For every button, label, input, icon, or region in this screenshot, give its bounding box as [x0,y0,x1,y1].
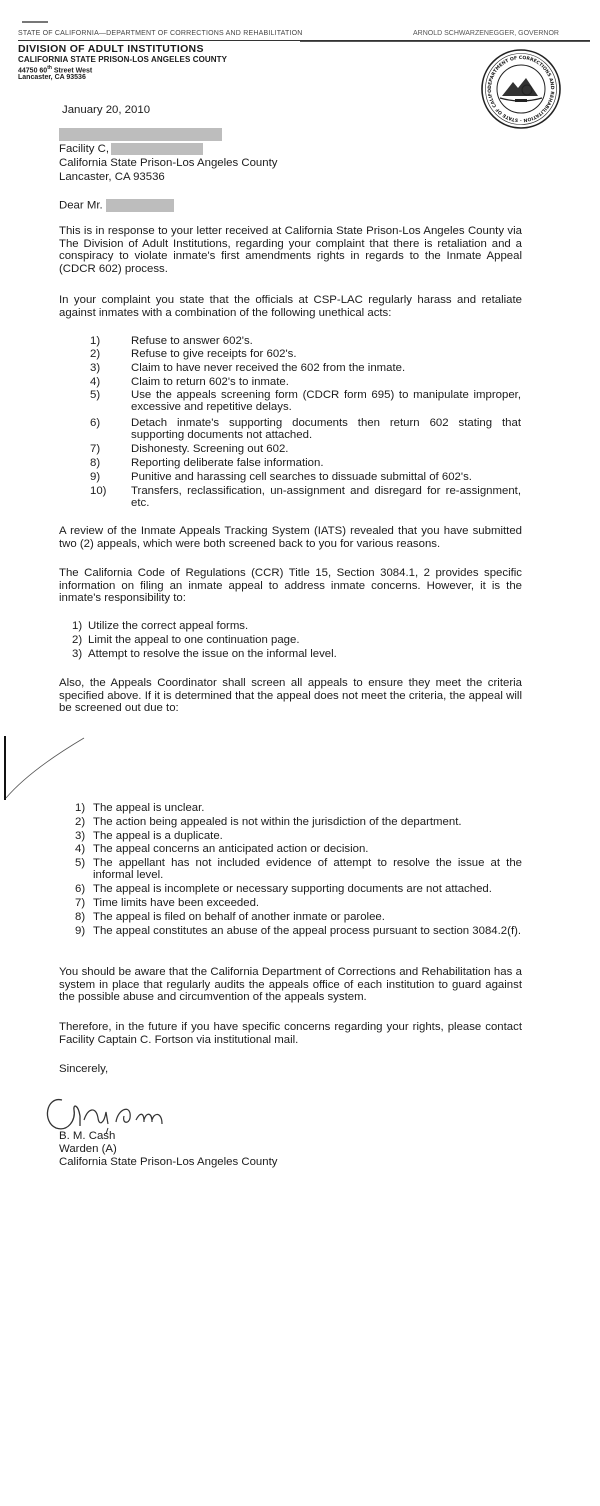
act-item-number: 3) [90,362,101,374]
redacted-number [111,143,203,155]
division-name: DIVISION OF ADULT INSTITUTIONS [18,43,204,55]
reason-item-number: 2) [75,816,86,828]
signer-title: Warden (A) [59,1143,117,1155]
reason-item-text: The appeal is unclear. [93,802,205,814]
reason-item-text: The appeal concerns an anticipated action or decision. [93,843,369,855]
act-item-text: Claim to return 602's to inmate. [131,376,289,388]
act-item-number: 7) [90,443,101,455]
act-item-text: Refuse to answer 602's. [131,335,253,347]
reason-item-text: The appeal is a duplicate. [93,830,223,842]
act-item-number: 5) [90,389,101,401]
paragraph-ccr: The California Code of Regulations (CCR) Title 15, Section 3084.1, 2 provides specific information on filing an inmate appeal to address inmate concerns. However, it is the inmate's responsibility to: [59,567,522,605]
reason-item-text: The appeal is incomplete or necessary supporting documents are not attached. [93,883,492,895]
act-item-text: Transfers, reclassification, un-assignment and disregard for re-assignment, etc. [131,485,521,510]
responsibility-item-text: Limit the appeal to one continuation page. [88,634,300,646]
reason-item-number: 9) [75,925,86,937]
act-item-number: 1) [90,335,101,347]
act-item-text: Refuse to give receipts for 602's. [131,348,297,360]
reason-item-text: Time limits have been exceeded. [93,897,260,909]
reason-item-number: 5) [75,857,86,869]
act-item-number: 8) [90,457,101,469]
paragraph-iats-review: A review of the Inmate Appeals Tracking System (IATS) revealed that you have submitted two (2) appeals, which were both screened back to you for various reasons. [59,525,522,550]
reason-item-number: 6) [75,883,86,895]
act-item-number: 4) [90,376,101,388]
responsibility-item-number: 3) [72,648,83,660]
signer-institution: California State Prison-Los Angeles County [59,1156,278,1168]
state-seal-icon [480,48,562,130]
act-item-text: Reporting deliberate false information. [131,457,324,469]
reason-item-number: 8) [75,911,86,923]
act-item-text: Dishonesty. Screening out 602. [131,443,289,455]
reason-item-number: 4) [75,843,86,855]
responsibility-item-number: 2) [72,634,83,646]
act-item-text: Claim to have never received the 602 from the inmate. [131,362,406,374]
state-department-line: STATE OF CALIFORNIA—DEPARTMENT OF CORRECTIONS AND REHABILITATION [18,30,303,37]
paragraph-complaint: In your complaint you state that the officials at CSP-LAC regularly harass and retaliate against inmates with a combination of the following unethical acts: [59,294,522,319]
paragraph-audit: You should be aware that the California Department of Corrections and Rehabilitation has a system in place that regularly audits the appeals office of each institution to guard against the possible abuse and circumvention of the appeals system. [59,966,522,1004]
reason-item-text: The appeal constitutes an abuse of the appeal process pursuant to section 3084.2(f). [93,925,522,937]
governor-line: ARNOLD SCHWARZENEGGER, GOVERNOR [413,30,559,37]
header-mark [22,21,48,23]
paragraph-contact: Therefore, in the future if you have specific concerns regarding your rights, please contact Facility Captain C. Fortson via institutional mail. [59,1021,522,1046]
paragraph-screening: Also, the Appeals Coordinator shall screen all appeals to ensure they meet the criteria specified above. If it is determined that the appeal does not meet the criteria, the appeal will be screened out due to: [59,677,522,715]
act-item-text: Detach inmate's supporting documents then return 602 stating that supporting documents not attached. [131,417,521,442]
recipient-institution: California State Prison-Los Angeles County [59,157,278,169]
reason-item-number: 3) [75,830,86,842]
signer-name: B. M. Cash [59,1130,116,1142]
prison-name: CALIFORNIA STATE PRISON-LOS ANGELES COUNTY [18,55,228,64]
paragraph-response: This is in response to your letter received at California State Prison-Los Angeles County via The Division of Adult Institutions, regarding your complaint that there is retaliation and a conspiracy to violate inmate's first amendments rights in regards to the Inmate Appeal (CDCR 602) process. [59,225,522,275]
city-address: Lancaster, CA 93536 [18,74,86,81]
responsibility-item-text: Utilize the correct appeal forms. [88,620,249,632]
scan-mark [0,734,90,804]
act-item-number: 9) [90,471,101,483]
salutation: Dear Mr. [59,199,174,212]
act-item-text: Punitive and harassing cell searches to dissuade submittal of 602's. [131,471,472,483]
act-item-number: 10) [90,485,107,497]
recipient-city: Lancaster, CA 93536 [59,171,165,183]
reason-item-number: 1) [75,802,86,814]
redacted-name [59,128,222,141]
reason-item-text: The appellant has not included evidence of attempt to resolve the issue at the informal level. [93,857,522,882]
svg-text:DEPARTMENT OF CORRECTIONS AND: DEPARTMENT OF CORRECTIONS AND REHABILITATION · STATE OF CALIFO [487,55,555,123]
recipient-facility: Facility C, [59,143,203,155]
header-rule-secondary [300,41,590,42]
redacted-surname [106,199,174,212]
street-address: 44750 60th Street West [18,65,93,75]
responsibility-item-text: Attempt to resolve the issue on the informal level. [88,648,337,660]
reason-item-text: The appeal is filed on behalf of another inmate or parolee. [93,911,385,923]
act-item-text: Use the appeals screening form (CDCR form 695) to manipulate improper, excessive and repetitive delays. [131,389,521,414]
closing: Sincerely, [59,1063,109,1075]
responsibility-item-number: 1) [72,620,83,632]
reason-item-text: The action being appealed is not within the jurisdiction of the department. [93,816,462,828]
letter-date: January 20, 2010 [62,104,151,116]
act-item-number: 2) [90,348,101,360]
reason-item-number: 7) [75,897,86,909]
act-item-number: 6) [90,417,101,429]
